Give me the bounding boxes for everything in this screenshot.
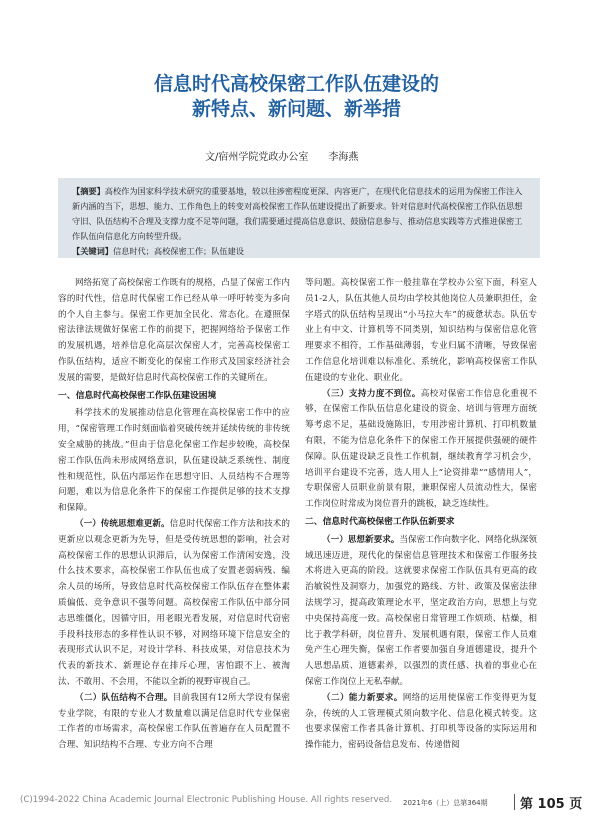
paragraph [305, 533, 537, 691]
keywords-text: 信息时代；高校保密工作；队伍建设 [112, 246, 244, 256]
paragraph-text: 当保密工作向数字化、网络化纵深领域迅速迈进，现代化的保密信息管理技术和保密工作服务技术将进入更高的阶段。这就要求保密工作队伍具有更高的政治敏锐性及洞察力，加强党的路线、方针、政策及保密法律法规学习，提高政策理论水平，坚定政治方向，思想上与党中央保持高度一致。高校保密日常管理工作烦琐、枯燥，相比于教学科研，岗位晋升、发展机遇有限，保密工作人员难免产生心理失衡，保密工作者要加强自身道德建设，提升个人思想品质、道德素养，以强烈的责任感、执着的事业心在保密工作岗位上无私奉献。 [305, 534, 537, 687]
paragraph-text: 高校对保密工作信息化重视不够，在保密工作队伍信息化建设的资金、培训与管理方面统筹考虑不足，基础设施陈旧，专用涉密计算机、打印机数量有限，不能为信息化条件下的保密工作开展提供强硬的硬件保障。队伍建设缺乏良性工作机制，继续教育学习机会少，培训平台建设不完善，选人用人上“论资排辈”“感情用人”，专职保密人员职业前景有限，兼职保密人员流动性大，保密工作岗位时常成为岗位晋升的跳板，缺乏连续性。 [305, 388, 537, 510]
abstract-label: 【摘要】 [72, 186, 105, 196]
footer-divider [514, 794, 515, 810]
subheading: （一）传统思想难更新。 [75, 518, 170, 529]
article-title-line2: 新特点、新问题、新举措 [191, 98, 401, 120]
abstract-box [58, 178, 540, 258]
subheading: （一）思想新要求。 [322, 534, 400, 545]
paragraph-text: 目前我国有12所大学设有保密专业学院，有限的专业人才数量难以满足信息时代专业保密工作者的市场需求，高校保密工作队伍普遍存在人员配置不合理、知识结构不合理、专业方向不合理 [58, 692, 290, 751]
issue-info: 2021年6（上）总第364期 [403, 799, 488, 807]
paragraph [305, 387, 537, 513]
section-heading: 二、信息时代高校保密工作队伍新要求 [305, 516, 455, 527]
paragraph: 科学技术的发展推动信息化管理在高校保密工作中的应用，“保密管理工作时刻面临着突破传统并延续传统的非传统安全威胁的挑战。”但由于信息化保密工作起步较晚，高校保密工作队伍尚未形成网络意识，队伍建设缺乏系统性、制度性和规范性，队伍内部运作在思想守旧、人员结构不合理等问题，难以为信息化条件下的保密工作提供足够的技术支撑和保障。 [58, 408, 290, 514]
abstract-text: 高校作为国家科学技术研究的重要基地，较以往涉密程度更深、内容更广，在现代化信息技术的运用为保密工作注入新内涵的当下，思想、能力、工作角色上的转变对高校保密工作队伍建设提出了新要求。针对信息时代高校保密工作队伍思想守旧、队伍结构不合理及支撑力度不足等问题，我们需要通过提高信息意识、鼓励信息参与、推动信息实践等方式推进保密工作队伍向信息化方向转型升级。 [72, 186, 523, 241]
keywords-paragraph [72, 244, 526, 259]
paragraph: 等问题。高校保密工作一般挂靠在学校办公室下面，科室人员1-2人，队伍其他人员均由学校其他岗位人员兼职担任，金字塔式的队伍结构呈现出“小马拉大车”的疲惫状态。队伍专业上有中文、计算机等不同类别，知识结构与保密信息化管理要求不相符，工作基础薄弱，专业归属不清晰，导致保密工作信息化培训难以标准化、系统化，影响高校保密工作队伍建设的专业化、职业化。 [305, 278, 537, 383]
paragraph [305, 691, 537, 754]
left-column [58, 276, 290, 754]
paragraph [58, 517, 290, 691]
paragraph [58, 691, 290, 754]
page-footer [0, 790, 593, 816]
article-title-line1: 信息时代高校保密工作队伍建设的 [153, 73, 439, 95]
author-name: 李海燕 [328, 152, 359, 163]
abstract-paragraph [72, 184, 526, 244]
page-number: 第 105 页 [520, 797, 583, 812]
subheading: （三）支持力度不到位。 [322, 388, 421, 399]
keywords-label: 【关键词】 [72, 246, 113, 256]
section-heading: 一、信息时代高校保密工作队伍建设困境 [58, 390, 217, 401]
paragraph-text: 信息时代保密工作方法和技术的更新应以观念更新为先导，但是受传统思想的影响，社会对高校保密工作的思想认识滞后，认为保密工作清闲安逸，没什么技术要求，高校保密工作队伍也成了安置老弱病残、编余人员的场所，导致信息时代高校保密工作队伍存在整体素质偏低、竞争意识不强等问题。高校保密工作队伍中部分同志思维僵化，因循守旧，用老眼光看发展，对信息时代窃密手段科技形态的多样性认识不够，对网络环境下信息安全的表现形式认识不足，对设计学科、科技成果，对信息技术为代表的新技术、新理论存在排斥心理，害怕跟不上、被淘汰、不敢用、不会用，不能以全新的视野审视自己。 [58, 518, 290, 687]
paragraph-text: 网络的运用使保密工作变得更为复杂，传统的人工管理模式须向数字化、信息化模式转变。这也要求保密工作者具备计算机、打印机等设备的实际运用和操作能力，密码设备信息发布、传递借阅 [305, 692, 537, 751]
paragraph: 网络拓宽了高校保密工作既有的规格，凸显了保密工作内容的时代性，信息时代保密工作已经从单一呼吁转变为多向的个人自主参与。保密工作更加全民化、常态化。在遵照保密法律法规做好保密工作的前提下，把握网络给予保密工作的发展机遇，培养信息化高层次保密人才，完善高校保密工作队伍结构，适应不断变化的保密工作形式及国家经济社会发展的需要，是做好信息时代高校保密工作的关键所在。 [58, 278, 290, 383]
author-byline [205, 148, 358, 163]
author-org: 文/宿州学院党政办公室 [205, 152, 309, 163]
copyright-notice: (C)1994-2022 China Academic Journal Electronic Publishing House. All rights reserved. [20, 795, 393, 805]
subheading: （二）能力新要求。 [322, 692, 403, 703]
right-column [305, 276, 537, 754]
subheading: （二）队伍结构不合理。 [75, 692, 173, 703]
